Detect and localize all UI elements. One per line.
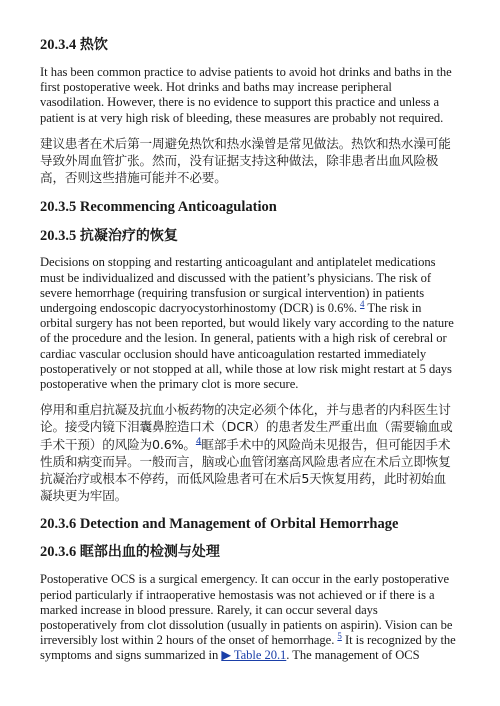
text-line — [40, 648, 464, 663]
text-line: 停用和重启抗凝及抗血小板药物的决定必须个体化，并与患者的内科医生讨 — [40, 402, 451, 418]
text-line: 论。接受内镜下泪囊鼻腔造口术（DCR）的患者发生严重出血（需要输血或 — [40, 419, 453, 435]
text-segment: undergoing endoscopic dacryocystorhinostomy (DCR) is 0.6%. — [40, 301, 357, 316]
text-line: 高，否则这些措施可能并不必要。 — [40, 170, 227, 186]
text-line: marked increase in blood pressure. Rarely, it can occur several days — [40, 602, 378, 617]
text-segment: It is recognized by the — [344, 633, 456, 648]
heading-number: 20.3.6 — [40, 544, 77, 561]
text-line: first postoperative week. Hot drinks and baths may increase peripheral — [40, 80, 392, 95]
text-line: 建议患者在术后第一周避免热饮和热水澡曾是常见做法。热饮和热水澡可能 — [40, 135, 451, 151]
text-line: postoperatively or not stopped at all, while those at low risk might restart at 5 days — [40, 361, 452, 376]
text-line — [40, 298, 464, 316]
text-line: 抗凝治疗或根本不停药，而低风险患者可在术后5天恢复用药，此时初始血 — [40, 471, 447, 487]
text-line: 性质和病变而异。一般而言，脑或心血管闭塞高风险患者应在术后立即恢复 — [40, 453, 451, 469]
text-line: Decisions on stopping and restarting anticoagulant and antiplatelet medications — [40, 255, 436, 270]
section-heading-20-3-5-zh — [40, 227, 464, 245]
heading-number: 20.3.5 — [40, 228, 77, 245]
text-line: Postoperative OCS is a surgical emergency. It can occur in the early postoperative — [40, 572, 450, 587]
heading-number: 20.3.4 — [40, 37, 77, 53]
section-heading-20-3-5-en: 20.3.5 Recommencing Anticoagulation — [40, 199, 277, 216]
text-segment: symptoms and signs summarized in — [40, 648, 219, 663]
reference-5-link[interactable]: 5 — [337, 631, 342, 642]
text-line — [40, 436, 464, 453]
paragraph-orbital-hemorrhage-en — [40, 572, 464, 663]
text-line — [40, 633, 464, 648]
text-line: orbital surgery has not been reported, but would likely vary according to the nature — [40, 316, 454, 331]
reference-4-link[interactable]: 4 — [360, 298, 365, 309]
heading-title-zh: 抗凝治疗的恢复 — [79, 228, 178, 245]
text-segment: 手术干预）的风险为0.6%。 — [40, 436, 196, 452]
text-line: vasodilation. However, there is no evidence to support this practice and unless a — [40, 95, 440, 110]
document-page — [40, 36, 464, 664]
text-line: 凝块更为牢固。 — [40, 488, 128, 504]
text-segment: irreversibly lost within 2 hours of the onset of hemorrhage. — [40, 633, 335, 648]
text-line: postoperatively from clot dissolution (usually in patients on aspirin). Vision can be — [40, 618, 453, 633]
text-line: severe hemorrhage (requiring transfusion or surgical intervention) in patients — [40, 285, 425, 300]
text-line: patient is at very high risk of bleeding, these measures are probably not required. — [40, 110, 444, 125]
text-line: 导致外周血管扩张。然而，没有证据支持这种做法，除非患者出血风险极 — [40, 153, 439, 169]
table-20-1-link[interactable]: ▶ Table 20.1 — [221, 648, 287, 663]
section-heading-20-3-6-en: 20.3.6 Detection and Management of Orbital Hemorrhage — [40, 516, 399, 533]
paragraph-hot-drinks-en — [40, 65, 464, 126]
text-segment: The risk in — [367, 301, 422, 316]
heading-title-zh: 热饮 — [79, 37, 108, 53]
text-segment: . The management of OCS — [286, 648, 420, 663]
text-segment: 眶部手术中的风险尚未见报告，但可能因手术 — [201, 436, 451, 452]
text-line: cardiac vascular occlusion should have anticoagulation restarted immediately — [40, 346, 427, 361]
text-line: must be individualized and discussed with the patient’s physicians. The risk of — [40, 270, 432, 285]
reference-4-link-zh[interactable]: 4 — [195, 436, 202, 447]
section-heading-20-3-6-zh — [40, 543, 464, 561]
section-heading-20-3-4 — [40, 36, 464, 56]
paragraph-hot-drinks-zh — [40, 135, 464, 187]
text-line: period particularly if intraoperative hemostasis was not achieved or if there is a — [40, 587, 435, 602]
text-line: It has been common practice to advise patients to avoid hot drinks and baths in the — [40, 65, 452, 79]
text-line: postoperative when the primary clot is more secure. — [40, 377, 299, 392]
paragraph-anticoagulation-zh — [40, 401, 464, 504]
text-line: of the procedure and the lesion. In general, patients with a high risk of cerebral or — [40, 331, 447, 346]
heading-title-zh: 眶部出血的检测与处理 — [79, 544, 220, 561]
paragraph-anticoagulation-en — [40, 255, 464, 392]
